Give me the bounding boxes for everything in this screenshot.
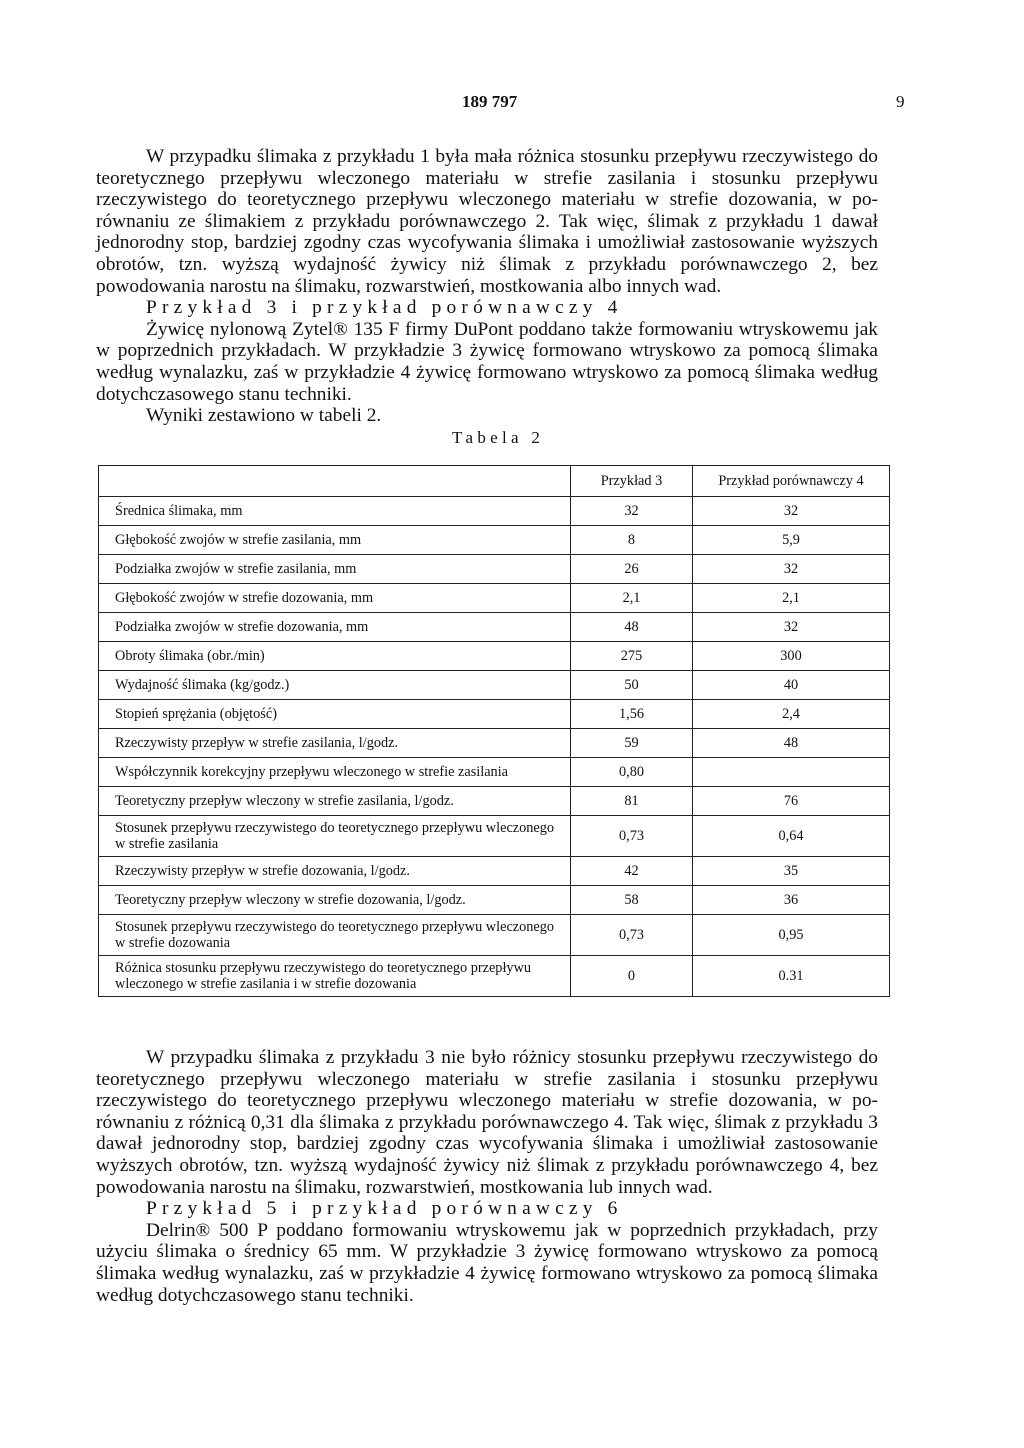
example-3-value: 0,80 bbox=[571, 758, 693, 787]
paragraph-example-5-description: Delrin® 500 P poddano formowaniu wtryskowemu jak w poprzednich przykładach, przy użyciu ślimaka o średnicy 65 mm. W przykładzie 3 żywicę formowano wtryskowo za pomocą ślimaka według wynalazku, zaś w przykładzie 4 żywicę formowano wtryskowo za pomocą ślimaka według dotychczasowego stanu techniki. bbox=[96, 1219, 878, 1306]
table-header-row bbox=[99, 466, 890, 497]
lower-text-block bbox=[96, 1047, 878, 1306]
row-label: Średnica ślimaka, mm bbox=[99, 497, 571, 526]
table-row bbox=[99, 497, 890, 526]
example-3-value: 26 bbox=[571, 555, 693, 584]
row-label: Głębokość zwojów w strefie dozowania, mm bbox=[99, 584, 571, 613]
comparative-4-value: 48 bbox=[693, 729, 890, 758]
table-row bbox=[99, 787, 890, 816]
paragraph-example-1-results: W przypadku ślimaka z przykładu 1 była mała różnica stosunku przepływu rzeczywistego do teoretycznego przepływu wleczonego materiału w strefie zasilania i stosunku przepływu rzeczywistego do teoretycznego przepływu wleczonego materiału w strefie dozowania, w porównaniu ze ślimakiem z przykładu porównawczego 2. Tak więc, ślimak z przykładu 1 dawał jednorodny stop, bardziej zgodny czas wycofywania ślimaka i umożliwiał zastosowanie wyższych obrotów, tzn. wyższą wydajność żywicy niż ślimak z przykładu porównawczego 2, bez powodowania narostu na ślimaku, rozwarstwień, mostkowania albo innych wad. bbox=[96, 146, 878, 297]
row-label: Różnica stosunku przepływu rzeczywistego do teoretycznego przepływu wleczonego w strefie zasilania i w strefie dozowania bbox=[99, 956, 571, 997]
document-number: 189 797 bbox=[462, 92, 518, 111]
example-3-value: 42 bbox=[571, 857, 693, 886]
example-3-value: 58 bbox=[571, 886, 693, 915]
row-label: Rzeczywisty przepływ w strefie dozowania, l/godz. bbox=[99, 857, 571, 886]
comparative-4-value: 76 bbox=[693, 787, 890, 816]
heading-example-5: Przykład 5 i przykład porównawczy 6 bbox=[146, 1198, 623, 1220]
comparative-4-value: 36 bbox=[693, 886, 890, 915]
upper-text-block bbox=[96, 146, 878, 449]
example-3-value: 8 bbox=[571, 526, 693, 555]
table-header-comparative-4: Przykład porównawczy 4 bbox=[693, 466, 890, 497]
table-row bbox=[99, 886, 890, 915]
comparative-4-value: 0,64 bbox=[693, 816, 890, 857]
comparative-4-value: 5,9 bbox=[693, 526, 890, 555]
table-header-example-3: Przykład 3 bbox=[571, 466, 693, 497]
row-label: Stopień sprężania (objętość) bbox=[99, 700, 571, 729]
results-table bbox=[98, 465, 890, 997]
table-row bbox=[99, 915, 890, 956]
table-row bbox=[99, 555, 890, 584]
example-3-value: 59 bbox=[571, 729, 693, 758]
table-row bbox=[99, 857, 890, 886]
table-row bbox=[99, 584, 890, 613]
table-header-empty bbox=[99, 466, 571, 497]
example-3-value: 0 bbox=[571, 956, 693, 997]
page-header bbox=[0, 92, 1024, 116]
row-label: Wydajność ślimaka (kg/godz.) bbox=[99, 671, 571, 700]
example-3-value: 275 bbox=[571, 642, 693, 671]
row-label: Teoretyczny przepływ wleczony w strefie dozowania, l/godz. bbox=[99, 886, 571, 915]
comparative-4-value bbox=[693, 758, 890, 787]
comparative-4-value: 2,1 bbox=[693, 584, 890, 613]
paragraph-example-3-description: Żywicę nylonową Zytel® 135 F firmy DuPont poddano także formowaniu wtryskowemu jak w poprzednich przykładach. W przykładzie 3 żywicę formowano wtryskowo za pomocą ślimaka według wynalazku, zaś w przykładzie 4 żywicę formowano wtryskowo za pomocą ślimaka według dotychczasowego stanu techniki. bbox=[96, 318, 878, 405]
example-3-value: 48 bbox=[571, 613, 693, 642]
table-row bbox=[99, 816, 890, 857]
example-3-value: 0,73 bbox=[571, 915, 693, 956]
paragraph-results-reference: Wyniki zestawiono w tabeli 2. bbox=[146, 405, 382, 427]
comparative-4-value: 32 bbox=[693, 555, 890, 584]
table-row bbox=[99, 729, 890, 758]
example-3-value: 50 bbox=[571, 671, 693, 700]
example-3-value: 81 bbox=[571, 787, 693, 816]
comparative-4-value: 0.31 bbox=[693, 956, 890, 997]
comparative-4-value: 32 bbox=[693, 613, 890, 642]
comparative-4-value: 35 bbox=[693, 857, 890, 886]
row-label: Obroty ślimaka (obr./min) bbox=[99, 642, 571, 671]
row-label: Teoretyczny przepływ wleczony w strefie zasilania, l/godz. bbox=[99, 787, 571, 816]
row-label: Głębokość zwojów w strefie zasilania, mm bbox=[99, 526, 571, 555]
comparative-4-value: 40 bbox=[693, 671, 890, 700]
example-3-value: 32 bbox=[571, 497, 693, 526]
page-number: 9 bbox=[896, 92, 905, 111]
table-row bbox=[99, 956, 890, 997]
row-label: Rzeczywisty przepływ w strefie zasilania, l/godz. bbox=[99, 729, 571, 758]
example-3-value: 1,56 bbox=[571, 700, 693, 729]
row-label: Współczynnik korekcyjny przepływu wleczonego w strefie zasilania bbox=[99, 758, 571, 787]
row-label: Stosunek przepływu rzeczywistego do teoretycznego przepływu wleczonego w strefie zasilania bbox=[99, 816, 571, 857]
comparative-4-value: 300 bbox=[693, 642, 890, 671]
table-row bbox=[99, 700, 890, 729]
comparative-4-value: 0,95 bbox=[693, 915, 890, 956]
paragraph-example-3-results: W przypadku ślimaka z przykładu 3 nie było różnicy stosunku przepływu rzeczywistego do teoretycznego przepływu wleczonego materiału w strefie zasilania i stosunku przepływu rzeczywistego do teoretycznego przepływu wleczonego materiału w strefie dozowania, w porównaniu z różnicą 0,31 dla ślimaka z przykładu porównawczego 4. Tak więc, ślimak z przykładu 3 dawał jednorodny stop, bardziej zgodny czas wycofywania ślimaka i umożliwiał zastosowanie wyższych obrotów, tzn. wyższą wydajność żywicy niż ślimak z przykładu porównawczego 4, bez powodowania narostu na ślimaku, rozwarstwień, mostkowania lub innych wad. bbox=[96, 1047, 878, 1198]
comparative-4-value: 32 bbox=[693, 497, 890, 526]
table-title: Tabela 2 bbox=[452, 427, 545, 447]
table-row bbox=[99, 758, 890, 787]
table-row bbox=[99, 526, 890, 555]
table-row bbox=[99, 642, 890, 671]
example-3-value: 2,1 bbox=[571, 584, 693, 613]
row-label: Stosunek przepływu rzeczywistego do teoretycznego przepływu wleczonego w strefie dozowania bbox=[99, 915, 571, 956]
comparative-4-value: 2,4 bbox=[693, 700, 890, 729]
example-3-value: 0,73 bbox=[571, 816, 693, 857]
table-row bbox=[99, 613, 890, 642]
heading-example-3: Przykład 3 i przykład porównawczy 4 bbox=[146, 297, 623, 319]
table-row bbox=[99, 671, 890, 700]
row-label: Podziałka zwojów w strefie zasilania, mm bbox=[99, 555, 571, 584]
row-label: Podziałka zwojów w strefie dozowania, mm bbox=[99, 613, 571, 642]
